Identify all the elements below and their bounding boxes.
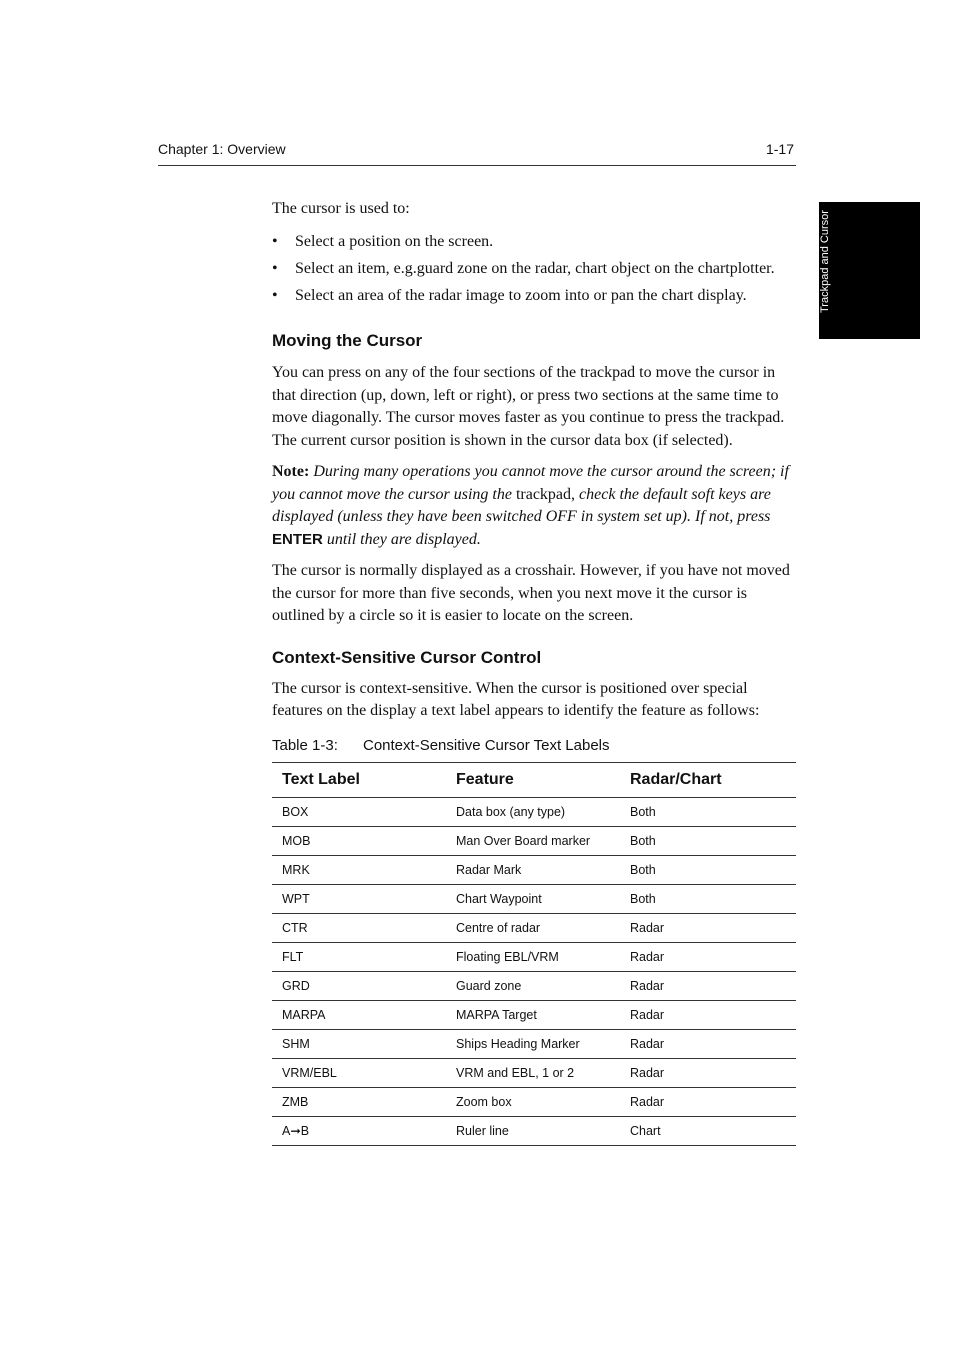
intro-bullet-list	[272, 231, 796, 308]
enter-key-label: ENTER	[272, 530, 323, 548]
column-header-text-label: Text Label	[272, 762, 446, 797]
page-number: 1-17	[765, 141, 794, 157]
table-caption-number: Table 1-3:	[272, 736, 338, 754]
cursor-labels-table	[272, 762, 796, 1146]
bullet-icon: •	[272, 232, 278, 250]
list-item: • Select a position on the screen.	[272, 231, 796, 254]
chapter-title: Chapter 1: Overview	[158, 141, 286, 157]
table-row: FLT Floating EBL/VRM Radar	[272, 942, 796, 971]
table-row: MOB Man Over Board marker Both	[272, 826, 796, 855]
table-row: BOX Data box (any type) Both	[272, 797, 796, 826]
column-header-feature: Feature	[446, 762, 620, 797]
table-row: WPT Chart Waypoint Both	[272, 884, 796, 913]
side-tab	[819, 202, 920, 339]
intro-lead: The cursor is used to:	[272, 200, 410, 217]
section-heading-moving-cursor: Moving the Cursor	[272, 331, 423, 350]
moving-cursor-paragraph: You can press on any of the four sections of the trackpad to move the cursor in that direction (up, down, left or right), or press two sections at the same time to move diagonally. The cursor moves faster as you continue to press the trackpad. The current cursor position is shown in the cursor data box (if selected).	[272, 364, 785, 449]
section-heading-context-sensitive: Context-Sensitive Cursor Control	[272, 647, 542, 667]
table-row: CTR Centre of radar Radar	[272, 913, 796, 942]
column-header-radar-chart: Radar/Chart	[620, 762, 796, 797]
side-tab-label: Trackpad and Cursor	[819, 210, 831, 313]
context-sensitive-paragraph: The cursor is context-sensitive. When the cursor is positioned over special features on the display a text label appears to identify the feature as follows:	[272, 679, 760, 719]
note-label: Note:	[272, 463, 310, 480]
table-header-row	[272, 762, 796, 797]
table-row: SHM Ships Heading Marker Radar	[272, 1029, 796, 1058]
note-paragraph: Note: During many operations you cannot move the cursor around the screen; if you cannot move the cursor using the trackpad, check the default soft keys are displayed (unless they have been switched OFF in system set up). If not, press ENTER until they are displayed.	[272, 463, 789, 548]
list-item: • Select an item, e.g.guard zone on the radar, chart object on the chartplotter.	[272, 258, 796, 281]
crosshair-paragraph: The cursor is normally displayed as a crosshair. However, if you have not moved the cursor for more than five seconds, when you next move it the cursor is outlined by a circle so it is easier to locate on the screen.	[272, 562, 790, 624]
table-row: MRK Radar Mark Both	[272, 855, 796, 884]
trackpad-word: trackpad	[515, 485, 572, 503]
table-row: ZMB Zoom box Radar	[272, 1087, 796, 1116]
page-header	[158, 141, 796, 166]
table-row: MARPA MARPA Target Radar	[272, 1000, 796, 1029]
table-row: GRD Guard zone Radar	[272, 971, 796, 1000]
table-caption	[272, 736, 796, 756]
list-item: • Select an area of the radar image to zoom into or pan the chart display.	[272, 285, 796, 308]
table-caption-title: Context-Sensitive Cursor Text Labels	[363, 736, 610, 754]
bullet-icon: •	[272, 286, 278, 304]
table-row: A➞B Ruler line Chart	[272, 1116, 796, 1145]
page-content	[272, 198, 796, 1146]
bullet-icon: •	[272, 259, 278, 277]
table-row: VRM/EBL VRM and EBL, 1 or 2 Radar	[272, 1058, 796, 1087]
